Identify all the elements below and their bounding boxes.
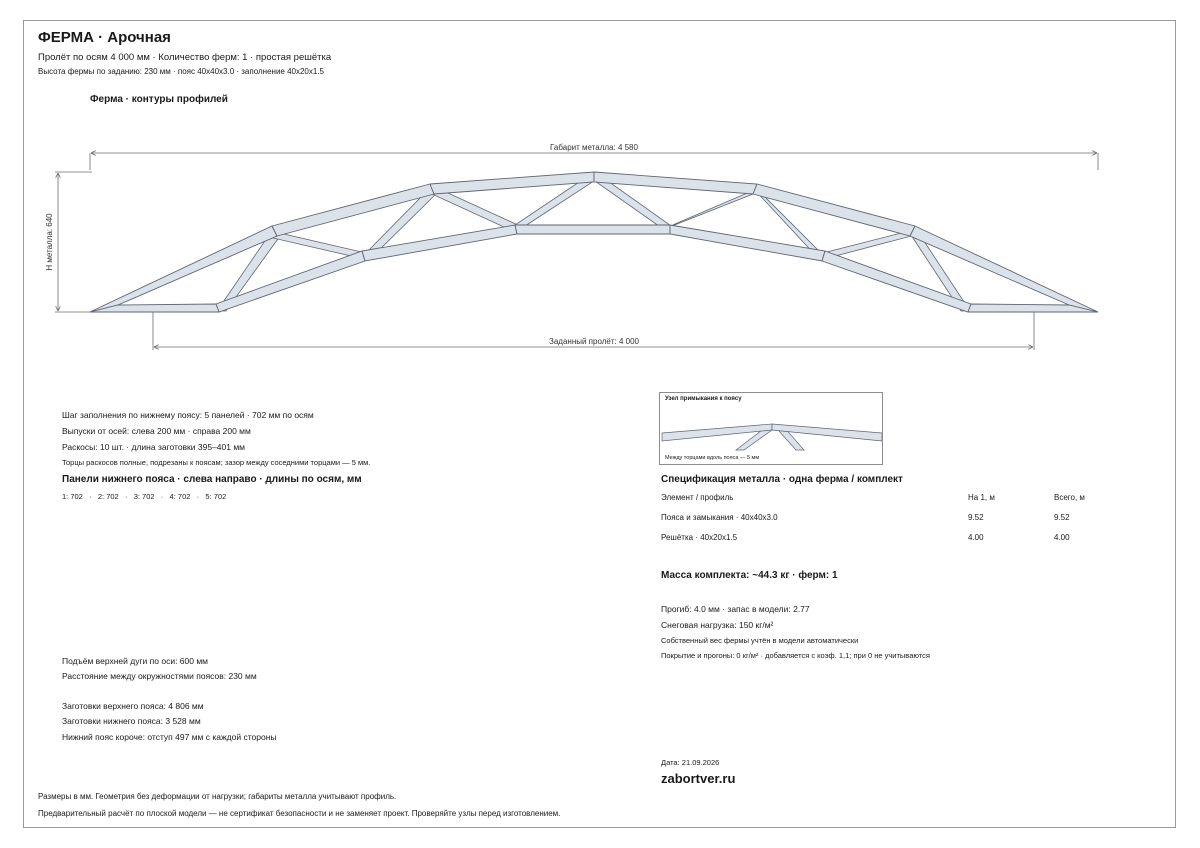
spec-row-per-one: 4.00 bbox=[968, 533, 984, 542]
spec-row-element: Пояса и замыкания · 40x40x3.0 bbox=[661, 513, 778, 522]
page-params: Высота фермы по заданию: 230 мм · пояс 40x40x3.0 · заполнение 40x20x1.5 bbox=[38, 67, 324, 76]
braces-text: Раскосы: 10 шт. · длина заготовки 395–401 мм bbox=[62, 442, 246, 452]
end-closures bbox=[90, 304, 1098, 312]
bottom-shorter-text: Нижний пояс короче: отступ 497 мм с каждой стороны bbox=[62, 732, 277, 742]
mass-text: Масса комплекта: ~44.3 кг · ферм: 1 bbox=[661, 570, 838, 581]
spec-col-per-one: На 1, м bbox=[968, 493, 995, 502]
brand-text[interactable]: zabortver.ru bbox=[661, 771, 736, 786]
snow-text: Снеговая нагрузка: 150 кг/м² bbox=[661, 620, 774, 630]
page-subtitle: Пролёт по осям 4 000 мм · Количество ферм: 1 · простая решётка bbox=[38, 52, 332, 63]
spec-title: Спецификация металла · одна ферма / комплект bbox=[661, 474, 903, 485]
footer-note-1: Размеры в мм. Геометрия без деформации от нагрузки; габариты металла учитывают профиль. bbox=[38, 792, 397, 801]
dimension-height bbox=[45, 172, 92, 312]
spec-col-element: Элемент / профиль bbox=[661, 493, 734, 502]
top-chord bbox=[90, 172, 1098, 312]
bottom-chord-seg-4 bbox=[670, 225, 825, 261]
brace-7 bbox=[667, 188, 759, 228]
brace-4 bbox=[432, 188, 520, 232]
dimension-span bbox=[153, 312, 1034, 350]
roofing-text: Покрытие и прогоны: 0 кг/м² · добавляется с коэф. 1,1; при 0 не учитываются bbox=[661, 651, 930, 660]
fill-step-text: Шаг заполнения по нижнему поясу: 5 панелей · 702 мм по осям bbox=[62, 410, 314, 420]
chord-distance-text: Расстояние между окружностями поясов: 230 мм bbox=[62, 671, 257, 681]
spec-col-total: Всего, м bbox=[1054, 493, 1085, 502]
top-blanks-text: Заготовки верхнего пояса: 4 806 мм bbox=[62, 701, 204, 711]
rise-text: Подъём верхней дуги по оси: 600 мм bbox=[62, 656, 209, 666]
page-title: ФЕРМА · Арочная bbox=[38, 29, 171, 46]
self-weight-text: Собственный вес фермы учтён в модели автоматически bbox=[661, 636, 859, 645]
spec-row-total: 4.00 bbox=[1054, 533, 1070, 542]
bottom-chord bbox=[216, 225, 971, 312]
node-detail-title: Узел примыкания к поясу bbox=[665, 396, 742, 402]
truss-web bbox=[217, 174, 970, 311]
overhangs-text: Выпуски от осей: слева 200 мм · справа 200 мм bbox=[62, 426, 251, 436]
panels-list: 1: 702 · 2: 702 · 3: 702 · 4: 702 · 5: 702 bbox=[62, 492, 227, 501]
dimension-height-label: Н металла: 640 bbox=[45, 213, 54, 271]
spec-row-total: 9.52 bbox=[1054, 513, 1070, 522]
dimension-span-label: Заданный пролёт: 4 000 bbox=[549, 337, 639, 346]
deflection-text: Прогиб: 4.0 мм · запас в модели: 2.77 bbox=[661, 604, 810, 614]
spec-row-per-one: 9.52 bbox=[968, 513, 984, 522]
node-detail bbox=[659, 392, 883, 465]
truss-drawing bbox=[0, 130, 1200, 360]
node-detail-drawing bbox=[660, 393, 882, 464]
bottom-chord-seg-3 bbox=[515, 225, 670, 234]
dimension-metal-width-label: Габарит металла: 4 580 bbox=[550, 143, 638, 152]
bottom-blanks-text: Заготовки нижнего пояса: 3 528 мм bbox=[62, 716, 201, 726]
drawing-caption: Ферма · контуры профилей bbox=[90, 94, 228, 105]
dimension-metal-width bbox=[90, 143, 1098, 170]
node-detail-note: Между торцами вдоль пояса — 5 мм bbox=[665, 455, 760, 461]
spec-row-element: Решётка · 40x20x1.5 bbox=[661, 533, 738, 542]
ends-note-text: Торцы раскосов полные, подрезаны к поясам; зазор между соседними торцами — 5 мм. bbox=[62, 458, 371, 467]
date-text: Дата: 21.09.2026 bbox=[661, 758, 720, 767]
panels-title: Панели нижнего пояса · слева направо · длины по осям, мм bbox=[62, 474, 362, 485]
footer-note-2: Предварительный расчёт по плоской модели — не сертификат безопасности и не заменяет проект. Проверяйте узлы перед изготовлением. bbox=[38, 809, 561, 818]
